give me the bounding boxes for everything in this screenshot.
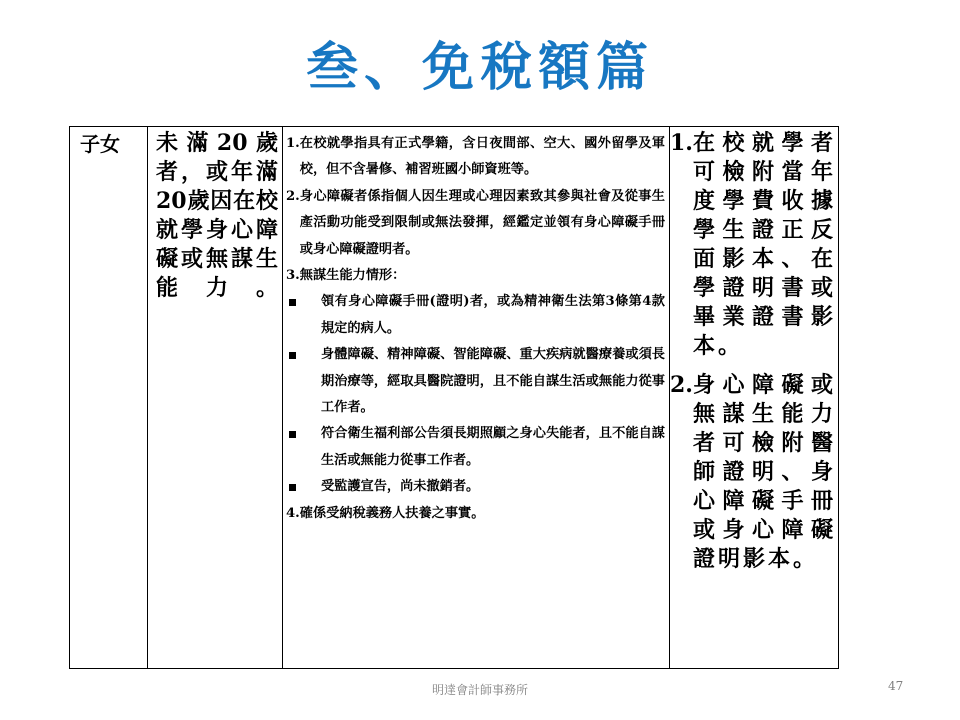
definition-item xyxy=(286,263,665,289)
item-number: 4. xyxy=(286,505,300,521)
item-text: 確係受納稅義務人扶養之事實。 xyxy=(299,505,485,521)
slide-title: 叁、免稅額篇 xyxy=(305,38,654,98)
documents-cell xyxy=(670,127,840,668)
deduction-table xyxy=(69,126,839,669)
bullet-text: 身體障礙、精神障礙、智能障礙、重大疾病就醫療養或須長期治療等，經取具醫院證明，且不能自謀生活或無能力從事工作者。 xyxy=(321,347,665,416)
item-number: 1. xyxy=(286,136,300,151)
item-text: 身心障礙或無謀生能力者可檢附醫師證明、身心障礙手冊或身心障礙證明影本。 xyxy=(692,372,836,572)
definition-item xyxy=(286,184,665,263)
definition-item xyxy=(286,501,665,527)
square-bullet-icon xyxy=(289,484,296,491)
category-cell: 子女 xyxy=(80,132,120,156)
item-number: 2. xyxy=(286,188,300,204)
square-bullet-icon xyxy=(289,299,296,306)
footer-firm-name: 明達會計師事務所 xyxy=(431,683,528,697)
bullet-text: 領有身心障礙手冊(證明)者，或為精神衛生法第3條第4款規定的病人。 xyxy=(321,294,665,336)
square-bullet-icon xyxy=(289,431,296,438)
page-number: 47 xyxy=(888,679,904,693)
definitions-cell xyxy=(283,127,669,668)
bullet-item xyxy=(286,474,665,500)
item-text: 無謀生能力情形： xyxy=(299,268,406,284)
condition-cell: 未滿20歲者，或年滿20歲因在校就學身心障礙或無謀生能力。 xyxy=(156,130,278,301)
item-text: 在校就學者可檢附當年度學費收據學生證正反面影本、在學證明書或畢業證書影本。 xyxy=(692,130,836,359)
item-text: 身心障礙者係指個人因生理或心理因素致其參與社會及從事生產活動功能受到限制或無法發揮，經鑑定並領有身心障礙手冊或身心障礙證明者。 xyxy=(299,188,665,257)
item-number: 3. xyxy=(286,268,300,284)
item-text: 在校就學指具有正式學籍，含日夜間部、空大、國外留學及軍校，但不含暑修、補習班國小師資班等。 xyxy=(299,136,665,178)
item-number: 2. xyxy=(670,372,693,398)
bullet-text: 受監護宣告，尚未撤銷者。 xyxy=(321,479,480,495)
square-bullet-icon xyxy=(289,352,296,359)
bullet-item xyxy=(286,342,665,421)
document-item xyxy=(670,371,836,574)
bullet-text: 符合衛生福利部公告須長期照顧之身心失能者，且不能自謀生活或無能力從事工作者。 xyxy=(321,426,665,468)
document-item xyxy=(670,129,836,361)
bullet-item xyxy=(286,289,665,342)
definition-item xyxy=(286,131,665,184)
item-number: 1. xyxy=(670,130,693,156)
bullet-item xyxy=(286,421,665,474)
